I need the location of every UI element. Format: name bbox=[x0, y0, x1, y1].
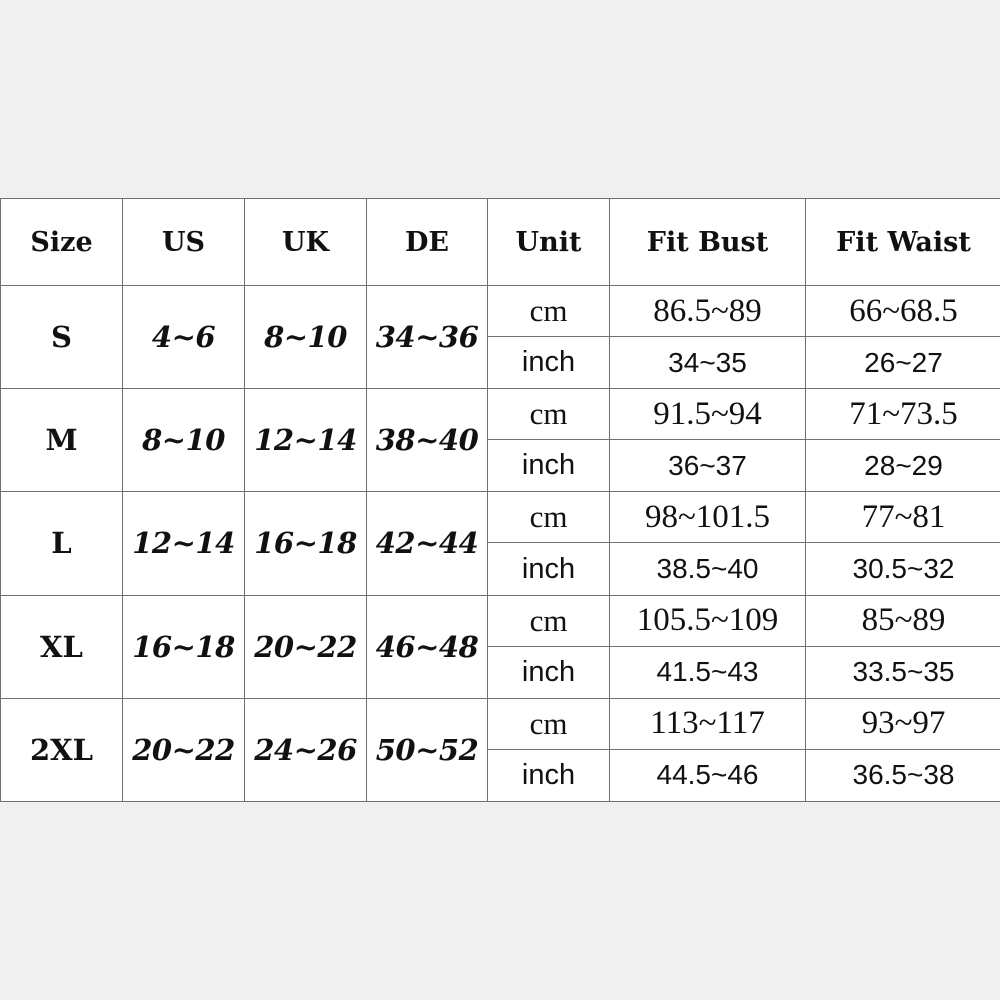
us-size: 8~10 bbox=[123, 389, 245, 492]
size-label: L bbox=[1, 492, 123, 595]
unit-cm: cm bbox=[488, 286, 610, 337]
fit-waist-cm: 93~97 bbox=[806, 698, 1000, 749]
size-label: S bbox=[1, 286, 123, 389]
fit-waist-inch: 30.5~32 bbox=[806, 543, 1000, 595]
size-label: XL bbox=[1, 595, 123, 698]
size-chart-sheet bbox=[0, 198, 1000, 802]
unit-inch: inch bbox=[488, 337, 610, 389]
fit-waist-inch: 26~27 bbox=[806, 337, 1000, 389]
unit-cm: cm bbox=[488, 492, 610, 543]
de-size: 38~40 bbox=[367, 389, 488, 492]
header-uk: UK bbox=[245, 199, 367, 286]
header-fit-waist: Fit Waist bbox=[806, 199, 1000, 286]
size-label: M bbox=[1, 389, 123, 492]
unit-cm: cm bbox=[488, 595, 610, 646]
fit-bust-cm: 86.5~89 bbox=[610, 286, 806, 337]
header-unit: Unit bbox=[488, 199, 610, 286]
fit-waist-cm: 85~89 bbox=[806, 595, 1000, 646]
fit-bust-inch: 34~35 bbox=[610, 337, 806, 389]
fit-bust-cm: 98~101.5 bbox=[610, 492, 806, 543]
fit-waist-inch: 33.5~35 bbox=[806, 646, 1000, 698]
unit-inch: inch bbox=[488, 543, 610, 595]
fit-bust-inch: 38.5~40 bbox=[610, 543, 806, 595]
fit-bust-inch: 44.5~46 bbox=[610, 749, 806, 801]
fit-bust-inch: 36~37 bbox=[610, 440, 806, 492]
unit-inch: inch bbox=[488, 749, 610, 801]
size-chart-table bbox=[0, 198, 1000, 802]
unit-cm: cm bbox=[488, 698, 610, 749]
unit-inch: inch bbox=[488, 440, 610, 492]
header-fit-bust: Fit Bust bbox=[610, 199, 806, 286]
fit-bust-inch: 41.5~43 bbox=[610, 646, 806, 698]
fit-waist-cm: 66~68.5 bbox=[806, 286, 1000, 337]
table-row bbox=[1, 389, 1000, 440]
uk-size: 12~14 bbox=[245, 389, 367, 492]
fit-waist-cm: 77~81 bbox=[806, 492, 1000, 543]
unit-inch: inch bbox=[488, 646, 610, 698]
uk-size: 20~22 bbox=[245, 595, 367, 698]
table-row bbox=[1, 595, 1000, 646]
fit-bust-cm: 105.5~109 bbox=[610, 595, 806, 646]
de-size: 34~36 bbox=[367, 286, 488, 389]
header-size: Size bbox=[1, 199, 123, 286]
table-row bbox=[1, 286, 1000, 337]
us-size: 4~6 bbox=[123, 286, 245, 389]
uk-size: 24~26 bbox=[245, 698, 367, 801]
table-row bbox=[1, 492, 1000, 543]
uk-size: 16~18 bbox=[245, 492, 367, 595]
us-size: 12~14 bbox=[123, 492, 245, 595]
fit-bust-cm: 91.5~94 bbox=[610, 389, 806, 440]
fit-waist-inch: 28~29 bbox=[806, 440, 1000, 492]
fit-bust-cm: 113~117 bbox=[610, 698, 806, 749]
fit-waist-cm: 71~73.5 bbox=[806, 389, 1000, 440]
us-size: 20~22 bbox=[123, 698, 245, 801]
fit-waist-inch: 36.5~38 bbox=[806, 749, 1000, 801]
header-de: DE bbox=[367, 199, 488, 286]
header-us: US bbox=[123, 199, 245, 286]
de-size: 46~48 bbox=[367, 595, 488, 698]
de-size: 42~44 bbox=[367, 492, 488, 595]
de-size: 50~52 bbox=[367, 698, 488, 801]
size-label: 2XL bbox=[1, 698, 123, 801]
us-size: 16~18 bbox=[123, 595, 245, 698]
uk-size: 8~10 bbox=[245, 286, 367, 389]
table-row bbox=[1, 698, 1000, 749]
header-row bbox=[1, 199, 1000, 286]
unit-cm: cm bbox=[488, 389, 610, 440]
